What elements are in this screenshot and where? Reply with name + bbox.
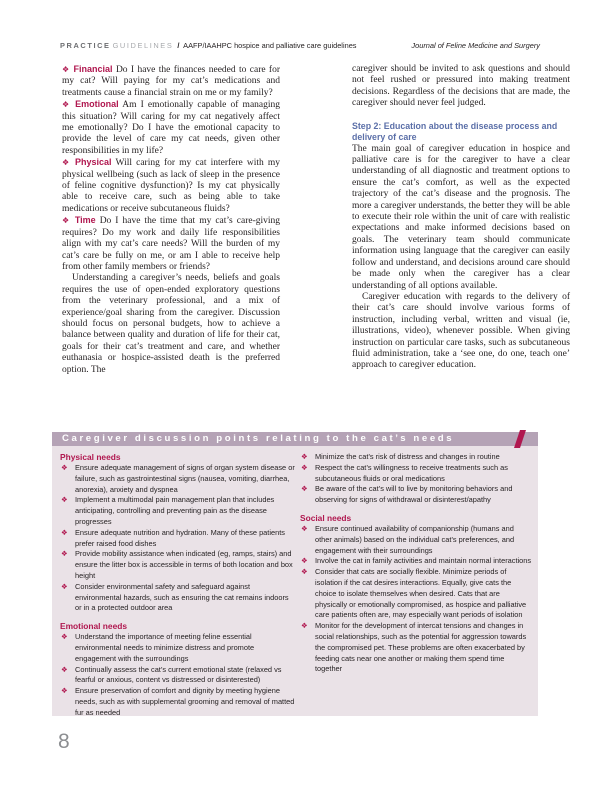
list-item: ❖ Respect the cat’s willingness to receive treatments such as subcutaneous fluids or oral medications	[301, 462, 508, 483]
section-heading: Step 2: Education about the disease process and delivery of care	[352, 120, 558, 142]
social-needs-heading: Social needs	[300, 512, 352, 523]
time-question	[62, 215, 280, 273]
list-item: ❖ Ensure adequate nutrition and hydration. Many of these patients prefer raised food dishes	[61, 527, 285, 548]
physical-needs-heading: Physical needs	[60, 452, 121, 462]
diamond-bullet-icon: ❖	[301, 621, 308, 631]
diamond-bullet-icon: ❖	[301, 567, 308, 577]
list-item: ❖ Ensure preservation of comfort and dignity by meeting hygiene needs, such as with supplemental grooming and removal of matted fur as needed	[61, 686, 295, 717]
box-right-column	[300, 452, 532, 675]
header-guidelines: GUIDELINES	[112, 41, 174, 50]
diamond-bullet-icon: ❖	[301, 523, 308, 533]
physical-text: Will caring for my cat interfere with my physical wellbeing (such as lack of sleep in the presence of feline cognitive dysfunction)? Is my cat physically able to receive care, such as being able to take medications or receive subcutaneous fluids?	[62, 158, 280, 214]
diamond-bullet-icon: ❖	[62, 100, 71, 110]
list-item: ❖ Involve the cat in family activities and maintain normal interactions	[301, 556, 532, 566]
header-practice: PRACTICE	[60, 41, 111, 50]
diamond-bullet-icon: ❖	[61, 686, 68, 696]
list-item: ❖ Consider that cats are socially flexible. Minimize periods of isolation if the cat desires interactions. Equally, give cats the choice to isolate themselves when desired. Cats that are physically or emotionally compromised, as hospice and palliative care patients often are, may especially want periods of isolation	[301, 567, 527, 620]
emotional-text: Am I emotionally capable of managing this situation? Will caring for my cat negatively affect me emotionally? Do I have the emotional capacity to provide the level of care my cat needs, given other responsibilities in my life?	[62, 100, 281, 156]
header-article-title: AAFP/IAAHPC hospice and palliative care guidelines	[183, 41, 357, 50]
diamond-bullet-icon: ❖	[301, 452, 308, 461]
emotional-label: Emotional	[75, 99, 119, 110]
diamond-bullet-icon: ❖	[61, 549, 68, 559]
diamond-bullet-icon: ❖	[301, 462, 308, 472]
diamond-bullet-icon: ❖	[62, 216, 71, 226]
list-item: ❖ Continually assess the cat’s current emotional state (relaxed vs fearful or anxious, content vs distressed or disinterested)	[61, 664, 282, 685]
left-column	[62, 64, 280, 376]
diamond-bullet-icon: ❖	[61, 632, 68, 642]
list-item: ❖ Be aware of the cat’s will to live by monitoring behaviors and observing for signs of withdrawal or disinterest/apathy	[301, 484, 513, 505]
body-paragraph: caregiver should be invited to ask questions and should not feel rushed or pressured into making treatment decisions. Regardless of the decisions that are made, the caregiver should never feel judged.	[352, 64, 570, 109]
financial-question	[62, 64, 280, 99]
time-text: Do I have the time that my cat’s care-giving requires? Do my work and daily life responsibilities align with my cat’s care needs? Will the burden of my cat’s care be fully on me, or am I able to receive help from other family members or friends?	[62, 216, 281, 272]
financial-text: Do I have the finances needed to care for my cat? Will paying for my cat’s medications and treatments cause a financial strain on me or my family?	[62, 65, 281, 98]
diamond-bullet-icon: ❖	[61, 664, 68, 674]
physical-label: Physical	[75, 157, 112, 168]
list-item: ❖ Ensure adequate management of signs of organ system disease or failure, such as gastrointestinal signs (nausea, vomiting, diarrhea, anorexia), anxiety and dyspnea	[61, 463, 295, 494]
list-item: ❖ Provide mobility assistance when indicated (eg, ramps, stairs) and ensure the litter box is accessible in terms of both location and box height	[61, 549, 293, 580]
slash-accent-icon	[512, 430, 532, 448]
physical-question	[62, 157, 280, 215]
diamond-bullet-icon: ❖	[61, 527, 68, 537]
header-journal-name: Journal of Feline Medicine and Surgery	[411, 41, 540, 50]
diamond-bullet-icon: ❖	[62, 65, 71, 74]
box-title: Caregiver discussion points relating to the cat’s needs	[62, 433, 455, 444]
diamond-bullet-icon: ❖	[61, 581, 68, 591]
diamond-bullet-icon: ❖	[61, 463, 68, 472]
list-item: ❖ Implement a multimodal pain management plan that includes anticipating, controlling and preventing pain as the disease progresses	[61, 495, 275, 526]
discussion-points-box	[52, 432, 538, 716]
diamond-bullet-icon: ❖	[301, 556, 308, 566]
emotional-needs-heading: Emotional needs	[60, 621, 128, 632]
list-item: ❖ Consider environmental safety and safeguard against environmental hazards, such as ensuring the cat remains indoors or in a protected outdoor area	[61, 581, 289, 613]
financial-label: Financial	[73, 64, 113, 74]
diamond-bullet-icon: ❖	[61, 495, 68, 505]
time-label: Time	[74, 215, 96, 226]
list-item: ❖ Monitor for the development of intercat tensions and changes in social relationships, such as the potential for aggression towards the compromised pet. These problems are often exacerbated by feeding cats near one another or making them spend time together	[301, 621, 527, 674]
list-item: ❖ Minimize the cat’s risk of distress and changes in routine	[301, 452, 500, 461]
list-item: ❖ Understand the importance of meeting feline essential environmental needs to minimize distress and promote engagement with the surroundings	[61, 632, 255, 663]
box-left-column	[60, 452, 296, 719]
diamond-bullet-icon: ❖	[62, 158, 71, 168]
body-paragraph: Understanding a caregiver’s needs, beliefs and goals requires the use of open-ended exploratory questions from the veterinary professional, and a mix of experience/goal sharing from the caregiver. Discussion should focus on personal budgets, how to achieve a balance between quality and duration of life for their cat, goals for their cat’s treatment and care, and whether euthanasia or hospice-assisted death is the preferred option. The	[62, 273, 280, 375]
body-paragraph: The main goal of caregiver education in hospice and palliative care is for the caregiver to have a clear understanding of all diagnostic and treatment options to ensure the cat’s comfort, as well as the expected trajectory of the cat’s disease and the prognosis. The more a caregiver understands, the better they will be able to execute their role within the unit of care with realistic expectations and make informed decisions based on goals. The veterinary team should communicate information using language that the caregiver can easily follow and understand, and decisions around care should be made only when the caregiver has a clear understanding of all options available.	[352, 143, 570, 291]
page-number: 8	[58, 730, 70, 753]
header-slash: /	[177, 41, 180, 50]
running-header	[60, 40, 540, 52]
diamond-bullet-icon: ❖	[301, 484, 308, 494]
body-paragraph: Caregiver education with regards to the delivery of their cat’s care should involve various forms of instruction, including verbal, written and visual (ie, illustrations, video), whenever possible. When giving instruction on particular care tasks, such as subcutaneous fluid administration, take a ‘see one, do one, teach one’ approach to caregiver education.	[352, 291, 570, 371]
list-item: ❖ Ensure continued availability of companionship (humans and other animals) based on the individual cat’s preferences, and engagement with their surroundings	[301, 523, 515, 555]
right-column	[352, 64, 570, 372]
emotional-question	[62, 99, 280, 157]
